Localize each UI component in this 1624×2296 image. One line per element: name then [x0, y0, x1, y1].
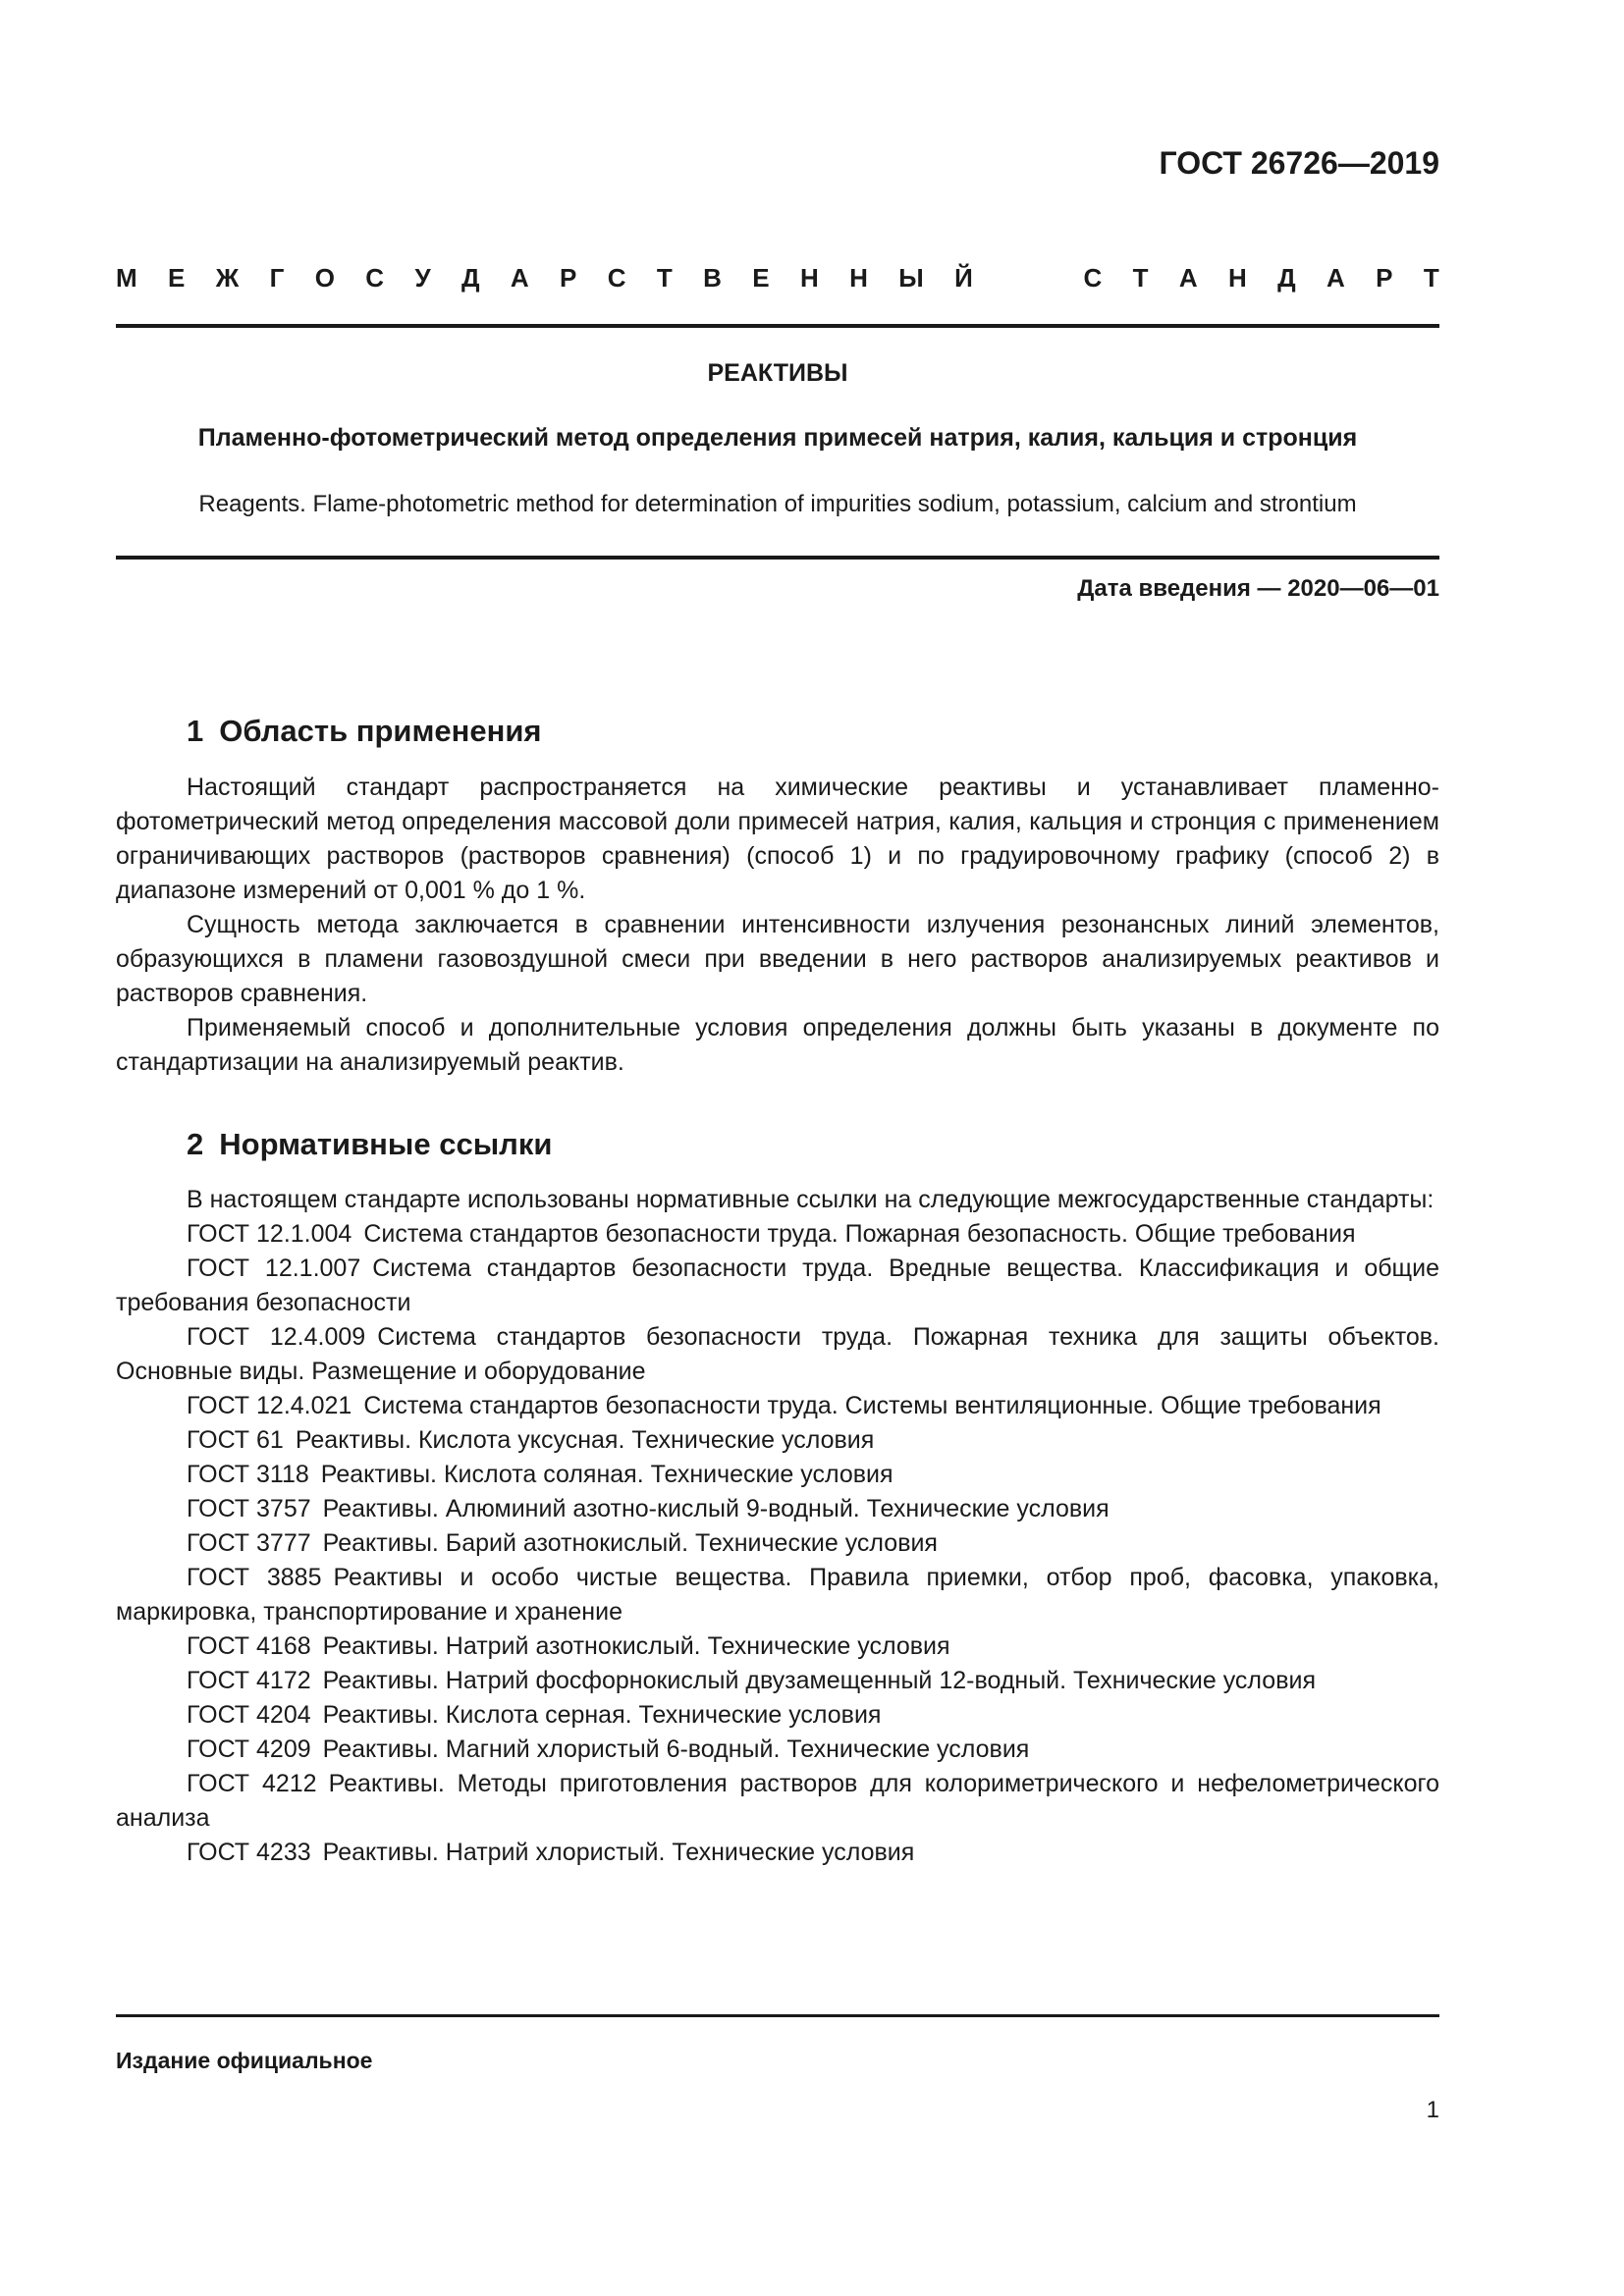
reference-item	[116, 1733, 1439, 1767]
reference-code: ГОСТ 4209	[187, 1735, 311, 1763]
reference-code: ГОСТ 3757	[187, 1495, 311, 1522]
standard-type-letter: Н	[799, 263, 819, 293]
reference-title: Реактивы. Натрий азотнокислый. Технические условия	[322, 1632, 950, 1660]
section-2-body	[116, 1183, 1439, 1870]
reference-code: ГОСТ 61	[187, 1426, 284, 1454]
reference-code: ГОСТ 3885	[187, 1564, 322, 1591]
doc-number: ГОСТ 26726—2019	[1159, 145, 1439, 181]
reference-title: Система стандартов безопасности труда. Пожарная техника для защиты объектов. Основные виды. Размещение и оборудование	[116, 1323, 1439, 1385]
standard-type-letter: Т	[656, 263, 673, 293]
standard-type-letter: М	[116, 263, 137, 293]
reference-title: Система стандартов безопасности труда. Системы вентиляционные. Общие требования	[363, 1392, 1381, 1419]
section-1-body	[116, 771, 1439, 1080]
standard-type-letter: О	[314, 263, 335, 293]
reference-item	[116, 1767, 1439, 1836]
standard-type-letter: А	[1178, 263, 1198, 293]
reference-item	[116, 1561, 1439, 1629]
reference-title: Реактивы. Барий азотнокислый. Технические условия	[322, 1529, 938, 1557]
top-rule	[116, 324, 1439, 328]
standard-type-letter: Т	[1423, 263, 1439, 293]
section-1-paragraph: Сущность метода заключается в сравнении интенсивности излучения резонансных линий элементов, образующихся в пламени газовоздушной смеси при введении в него растворов анализируемых реактивов и растворов сравнения.	[116, 911, 1439, 1007]
reference-code: ГОСТ 4212	[187, 1770, 317, 1797]
edition-label: Издание официальное	[116, 2048, 373, 2073]
reference-title: Реактивы. Методы приготовления растворов для колориметрического и нефелометрического анализа	[116, 1770, 1439, 1832]
reference-code: ГОСТ 12.1.007	[187, 1255, 361, 1282]
intro-date: Дата введения — 2020—06—01	[1077, 575, 1439, 602]
page-number: 1	[1426, 2097, 1439, 2123]
reference-title: Реактивы. Магний хлористый 6-водный. Технические условия	[322, 1735, 1030, 1763]
section-1-number: 1	[187, 714, 204, 748]
document-subtitle: Пламенно-фотометрический метод определения примесей натрия, калия, кальция и стронция	[197, 424, 1358, 452]
reference-code: ГОСТ 4172	[187, 1667, 311, 1694]
section-2-number: 2	[187, 1127, 204, 1161]
standard-type-letter: У	[414, 263, 431, 293]
section-2-intro: В настоящем стандарте использованы нормативные ссылки на следующие межгосударственные стандарты:	[187, 1186, 1435, 1213]
reference-title: Реактивы. Кислота серная. Технические условия	[322, 1701, 882, 1729]
standard-type-heading	[116, 263, 1439, 294]
reference-item	[116, 1526, 1439, 1561]
reference-item	[116, 1698, 1439, 1733]
standard-type-letter: Е	[752, 263, 770, 293]
standard-type-letter: Д	[1277, 263, 1296, 293]
standard-type-letter: Р	[1376, 263, 1393, 293]
reference-code: ГОСТ 12.4.009	[187, 1323, 366, 1351]
reference-title: Реактивы. Натрий фосфорнокислый двузамещенный 12-водный. Технические условия	[322, 1667, 1316, 1694]
reference-code: ГОСТ 4168	[187, 1632, 311, 1660]
standard-type-letter: Г	[269, 263, 285, 293]
section-2-title: Нормативные ссылки	[219, 1127, 553, 1161]
reference-item	[116, 1629, 1439, 1664]
reference-item	[116, 1664, 1439, 1698]
standard-type-letter: С	[607, 263, 626, 293]
reference-code: ГОСТ 4233	[187, 1839, 311, 1866]
reference-code: ГОСТ 3777	[187, 1529, 311, 1557]
standard-type-letter: Е	[168, 263, 186, 293]
standard-type-letter: Ы	[898, 263, 924, 293]
reference-title: Реактивы. Кислота уксусная. Технические условия	[295, 1426, 875, 1454]
reference-title: Реактивы и особо чистые вещества. Правила приемки, отбор проб, фасовка, упаковка, маркировка, транспортирование и хранение	[116, 1564, 1439, 1626]
document-title-english: Reagents. Flame-photometric method for determination of impurities sodium, potassium, calcium and strontium	[198, 491, 1357, 517]
reference-item	[116, 1423, 1439, 1458]
standard-type-letter: В	[703, 263, 722, 293]
reference-title: Реактивы. Кислота соляная. Технические условия	[320, 1461, 893, 1488]
reference-code: ГОСТ 3118	[187, 1461, 309, 1488]
standard-type-letter: Т	[1132, 263, 1149, 293]
standard-type-letter: Ж	[215, 263, 240, 293]
section-1-title: Область применения	[219, 714, 542, 748]
standard-type-letter: Й	[954, 263, 973, 293]
reference-title: Реактивы. Натрий хлористый. Технические условия	[322, 1839, 915, 1866]
word-gap	[1003, 263, 1053, 294]
reference-item	[116, 1252, 1439, 1320]
reference-item	[116, 1217, 1439, 1252]
reference-item	[116, 1458, 1439, 1492]
reference-title: Система стандартов безопасности труда. Пожарная безопасность. Общие требования	[363, 1220, 1356, 1248]
reference-item	[116, 1389, 1439, 1423]
standard-type-letter: Д	[460, 263, 480, 293]
standard-type-letter: Н	[849, 263, 868, 293]
reference-item	[116, 1836, 1439, 1870]
document-title: РЕАКТИВЫ	[707, 359, 848, 387]
reference-title: Реактивы. Алюминий азотно-кислый 9-водный. Технические условия	[322, 1495, 1110, 1522]
standard-type-letter: А	[510, 263, 529, 293]
standard-type-letter: С	[1083, 263, 1103, 293]
footer-rule	[116, 2014, 1439, 2017]
reference-item	[116, 1320, 1439, 1389]
section-1-paragraph: Применяемый способ и дополнительные условия определения должны быть указаны в документе по стандартизации на анализируемый реактив.	[116, 1014, 1439, 1076]
reference-list	[116, 1217, 1439, 1870]
standard-type-letter: Н	[1228, 263, 1247, 293]
reference-code: ГОСТ 12.4.021	[187, 1392, 352, 1419]
reference-title: Система стандартов безопасности труда. Вредные вещества. Классификация и общие требования безопасности	[116, 1255, 1439, 1316]
standard-type-letter: С	[365, 263, 385, 293]
reference-code: ГОСТ 4204	[187, 1701, 311, 1729]
section-1-heading	[187, 714, 542, 749]
reference-code: ГОСТ 12.1.004	[187, 1220, 352, 1248]
standard-type-letter: Р	[560, 263, 577, 293]
reference-item	[116, 1492, 1439, 1526]
section-2-heading	[187, 1127, 552, 1162]
standard-type-letter: А	[1326, 263, 1345, 293]
section-1-paragraph: Настоящий стандарт распространяется на химические реактивы и устанавливает пламенно-фотометрический метод определения массовой доли примесей натрия, калия, кальция и стронция с применением ограничивающих растворов (растворов сравнения) (способ 1) и по градуировочному графику (способ 2) в диапазоне измерений от 0,001 % до 1 %.	[116, 774, 1439, 904]
title-rule	[116, 556, 1439, 560]
